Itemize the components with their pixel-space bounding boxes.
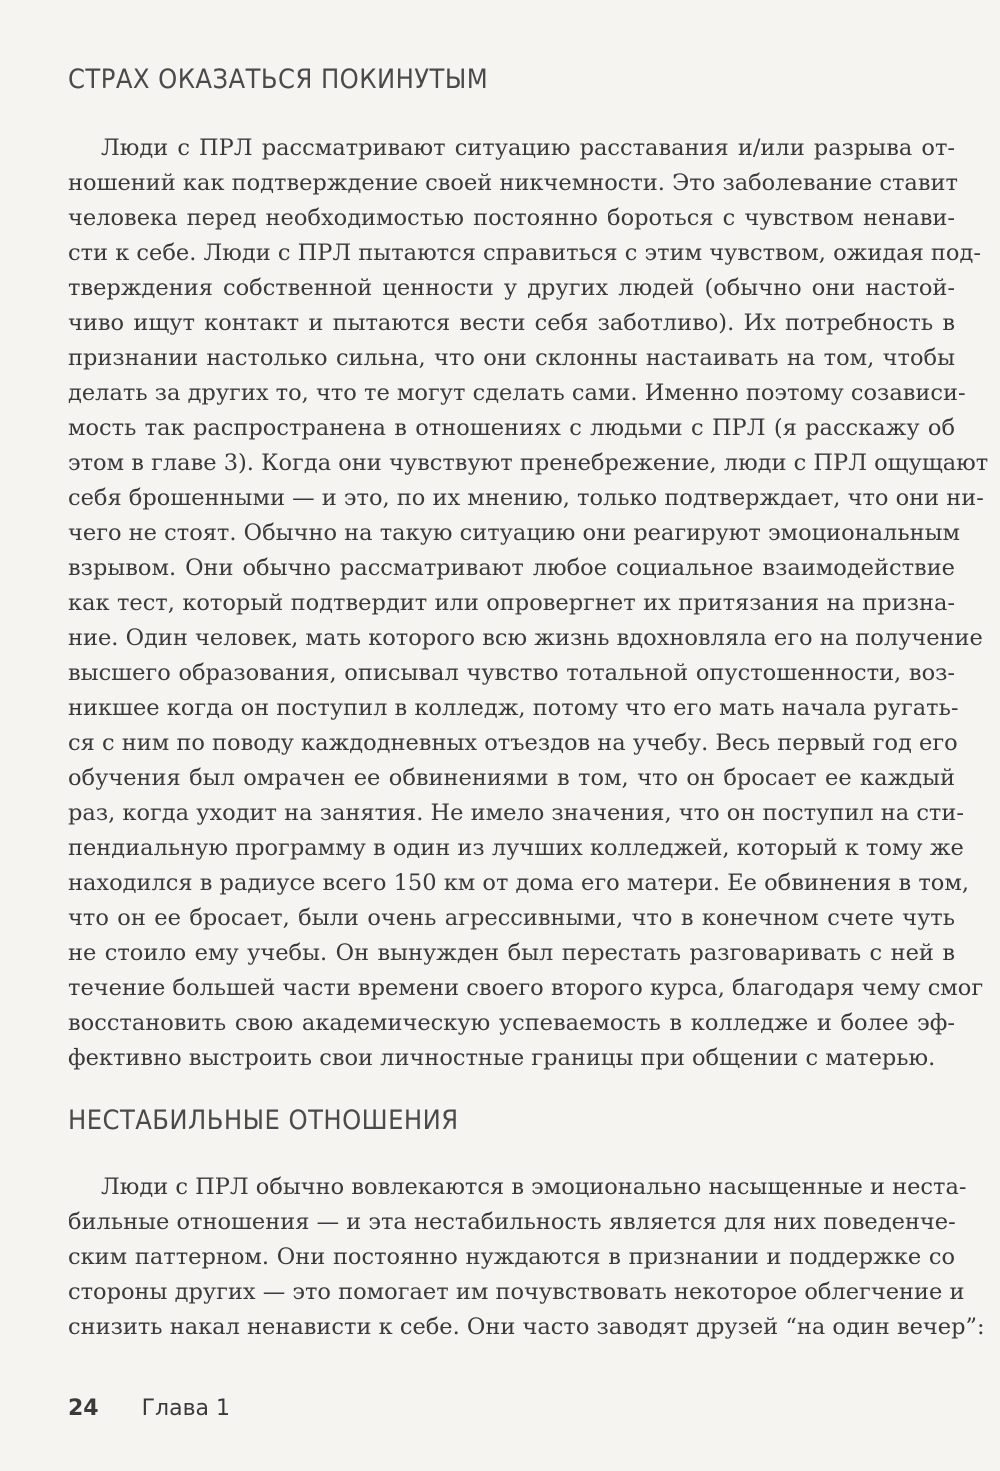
text-line: восстановить свою академическую успеваемость в колледже и более эф- [68,1010,955,1036]
text-line: течение большей части времени своего второго курса, благодаря чему смог [68,975,984,1001]
text-line: высшего образования, описывал чувство тотальной опустошенности, воз- [68,660,955,686]
text-line: бильные отношения — и эта нестабильность является для них поведенче- [68,1209,956,1235]
text-line: человека перед необходимостью постоянно бороться с чувством ненави- [68,205,955,231]
text-line: ским паттерном. Они постоянно нуждаются в признании и поддержке со [68,1244,955,1270]
chapter-label: Глава 1 [141,1396,231,1421]
text-line: взрывом. Они обычно рассматривают любое социальное взаимодействие [68,555,955,581]
text-line: этом в главе 3). Когда они чувствуют пренебрежение, люди с ПРЛ ощущают [68,450,989,476]
text-line: себя брошенными — и это, по их мнению, только подтверждает, что они ни- [68,485,984,511]
page-footer [68,1396,230,1421]
text-line: что он ее бросает, были очень агрессивными, что в конечном счете чуть [68,905,955,931]
text-line: обучения был омрачен ее обвинениями в том, что он бросает ее каждый [68,765,955,791]
paragraph-abandonment [68,131,989,1076]
text-line: раз, когда уходит на занятия. Не имело значения, что он поступил на сти- [68,800,964,826]
text-line: ние. Один человек, мать которого всю жизнь вдохновляла его на получение [68,625,983,651]
text-line: ся с ним по поводу каждодневных отъездов на учебу. Весь первый год его [68,730,958,756]
text-line: снизить накал ненависти к себе. Они часто заводят друзей “на один вечер”: [68,1314,985,1340]
text-line: пендиальную программу в один из лучших колледжей, который к тому же [68,835,964,861]
text-line: стороны других — это помогает им почувствовать некоторое облегчение и [68,1279,965,1305]
text-line: признании настолько сильна, что они склонны настаивать на том, чтобы [68,345,955,371]
text-line: никшее когда он поступил в колледж, потому что его мать начала ругать- [68,695,959,721]
text-line: мость так распространена в отношениях с людьми с ПРЛ (я расскажу об [68,415,955,441]
text-line: тверждения собственной ценности у других людей (обычно они настой- [68,275,955,301]
paragraph-unstable-relationships [68,1170,985,1345]
text-line: не стоило ему учебы. Он вынужден был перестать разговаривать с ней в [68,940,955,966]
section-heading-unstable-relationships: НЕСТАБИЛЬНЫЕ ОТНОШЕНИЯ [68,1105,459,1136]
text-line: сти к себе. Люди с ПРЛ пытаются справиться с этим чувством, ожидая под- [68,240,981,266]
text-line: чего не стоят. Обычно на такую ситуацию они реагируют эмоциональным [68,520,960,546]
text-line: Люди с ПРЛ рассматривают ситуацию расставания и/или разрыва от- [101,135,955,161]
text-line: чиво ищут контакт и пытаются вести себя заботливо). Их потребность в [68,310,955,336]
text-line: как тест, который подтвердит или опровергнет их притязания на призна- [68,590,955,616]
text-line: ношений как подтверждение своей никчемности. Это заболевание ставит [68,170,958,196]
text-line: делать за других то, что те могут сделать сами. Именно поэтому созависи- [68,380,966,406]
text-line: фективно выстроить свои личностные границы при общении с матерью. [68,1045,936,1071]
page-number: 24 [68,1396,99,1421]
text-line: Люди с ПРЛ обычно вовлекаются в эмоционально насыщенные и неста- [101,1174,967,1200]
section-heading-abandonment: СТРАХ ОКАЗАТЬСЯ ПОКИНУТЫМ [68,64,489,95]
text-line: находился в радиусе всего 150 км от дома его матери. Ее обвинения в том, [68,870,969,896]
